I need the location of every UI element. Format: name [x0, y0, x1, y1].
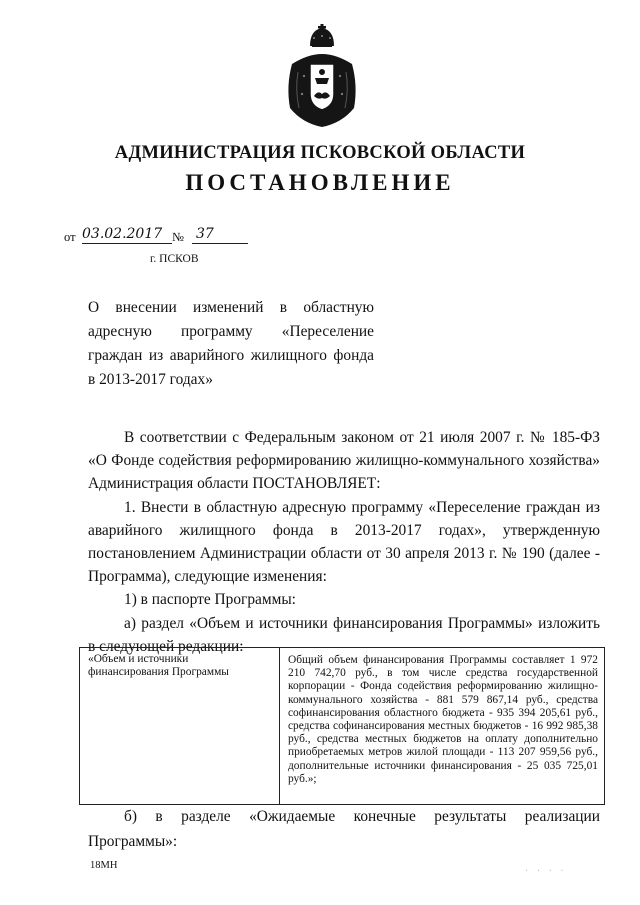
- scan-artifact-dots: · · · ·: [525, 866, 567, 877]
- financing-table-label-cell: «Объем и источники финансирования Программы: [80, 648, 280, 804]
- paragraph-preamble: В соответствии с Федеральным законом от 21 июля 2007 г. № 185-ФЗ «О Фонде содействия реформированию жилищно-коммунального хозяйства» Администрация области ПОСТАНОВЛЯЕТ:: [88, 429, 600, 493]
- organization-title: АДМИНИСТРАЦИЯ ПСКОВСКОЙ ОБЛАСТИ: [114, 143, 526, 163]
- date-prefix: от: [64, 230, 76, 244]
- city-label: г. ПСКОВ: [150, 253, 199, 265]
- handwritten-date: 03.02.2017: [82, 226, 163, 242]
- date-underline: [82, 243, 172, 244]
- document-type-title: ПОСТАНОВЛЕНИЕ: [185, 170, 455, 195]
- financing-table: [79, 647, 605, 805]
- paragraph-subitem-a: а) раздел «Объем и источники финансирования Программы» изложить в следующей редакции:: [88, 614, 600, 655]
- document-body-continued: [88, 804, 600, 854]
- paragraph-item-1: 1. Внести в областную адресную программу «Переселение граждан из аварийного жилищного фонда в 2013-2017 годах», утвержденную постановлением Администрации области от 30 апреля 2013 г. № 190 (далее - Программа), следующие изменения:: [88, 498, 600, 586]
- financing-table-value-cell: Общий объем финансирования Программы составляет 1 972 210 742,70 руб., в том числе средства государственной корпорации - Фонда содействия реформированию жилищно-коммунального хозяйства - 881 579 867,14 руб., средства софинансирования областного бюджета - 935 394 205,61 руб., средства софинансирования местных бюджетов - 16 992 985,38 руб., средства местных бюджетов на оплату дополнительно приобретаемых метров жилой площади - 113 207 959,56 руб., дополнительные источники финансирования - 25 035 725,01 руб.»;: [288, 654, 598, 785]
- document-subject: О внесении изменений в областную адресную программу «Переселение граждан из аварийного жилищного фонда в 2013-2017 годах»: [88, 299, 374, 388]
- document-code: 18МН: [90, 860, 118, 871]
- number-sign: №: [172, 230, 184, 244]
- number-underline: [192, 243, 248, 244]
- paragraph-subitem-b: б) в разделе «Ожидаемые конечные результаты реализации Программы»:: [88, 808, 600, 850]
- paragraph-subitem-1: 1) в паспорте Программы:: [124, 591, 296, 609]
- pskov-coat-of-arms-emblem: [284, 24, 360, 130]
- document-body: [88, 426, 600, 658]
- handwritten-number: 37: [196, 226, 214, 242]
- registration-line: [64, 226, 264, 248]
